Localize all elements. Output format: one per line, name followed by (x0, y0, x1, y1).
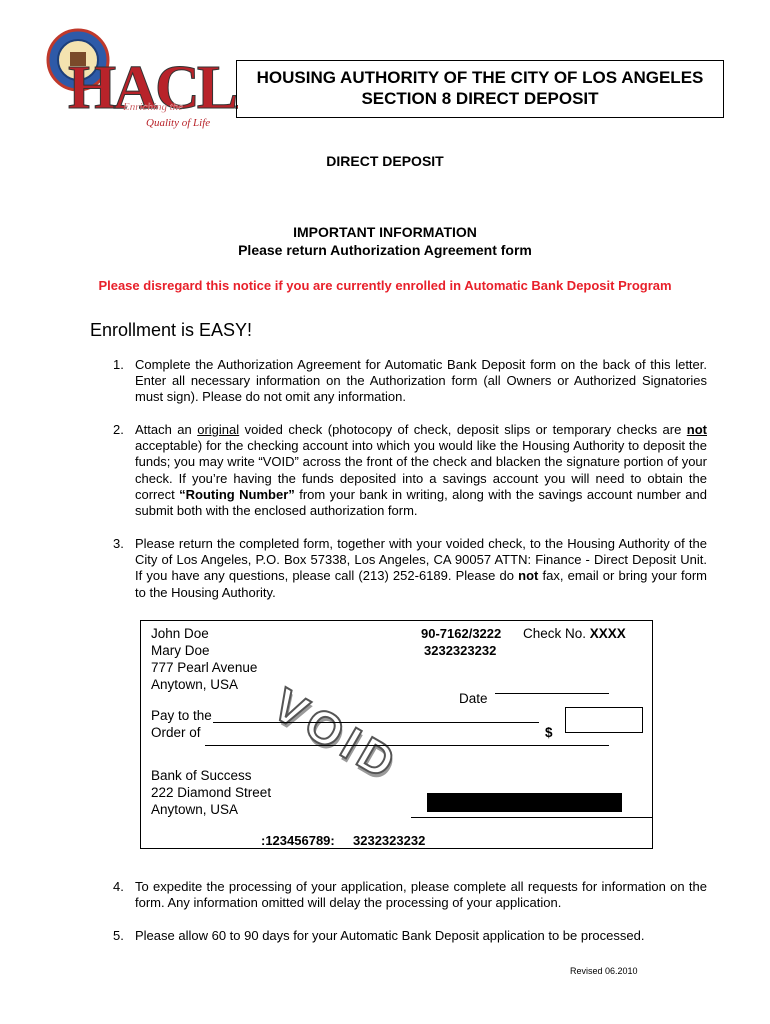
item-text: Please allow 60 to 90 days for your Automatic Bank Deposit application to be processed. (135, 928, 645, 943)
important-heading: IMPORTANT INFORMATION (293, 224, 477, 240)
title-box (236, 60, 724, 118)
amount-box (565, 707, 643, 733)
payer-name-2: Mary Doe (151, 643, 210, 658)
return-form-heading: Please return Authorization Agreement form (238, 242, 532, 258)
routing-number-emphasis: “Routing Number” (179, 486, 295, 502)
payee-line (213, 722, 539, 723)
routing-number: :123456789: (261, 833, 335, 848)
date-line (495, 693, 609, 694)
svg-text:Quality of Life: Quality of Life (146, 117, 211, 129)
list-item (113, 422, 707, 519)
revision-date: Revised 06.2010 (570, 966, 638, 976)
svg-text:HACLA: HACL (68, 54, 236, 122)
item-number: 2. (113, 422, 124, 437)
bank-name: Bank of Success (151, 768, 252, 783)
payer-street: 777 Pearl Avenue (151, 660, 258, 675)
date-label: Date (459, 691, 488, 706)
list-item (113, 879, 707, 911)
svg-text:Enriching the: Enriching the (123, 101, 184, 113)
signature-line (411, 817, 653, 818)
title-line-2: SECTION 8 DIRECT DEPOSIT (361, 89, 599, 108)
void-stamp: VOID (264, 677, 409, 792)
enrollment-notice: Please disregard this notice if you are currently enrolled in Automatic Bank Deposit Program (98, 278, 672, 293)
item-text: Attach an original voided check (photocopy of check, deposit slips or temporary checks are not acceptable) for the checking account into which you would like the Housing Authority to deposit the funds; you may write “VOID” across the front of the check and blacken the signature portion of your check. If you’re having the funds deposited into a savings account you will need to obtain the correct “Routing Number” from your bank in writing, along with the savings account number and submit both with the enclosed authorization form. (135, 422, 707, 519)
item-number: 4. (113, 879, 124, 894)
item-text: Complete the Authorization Agreement for Automatic Bank Deposit form on the back of this letter. Enter all necessary information on the Authorization form (all Owners or Authorized Signatories must sign). Please do not omit any information. (135, 357, 707, 405)
redacted-signature (427, 793, 622, 812)
bank-city: Anytown, USA (151, 802, 239, 817)
item-number: 1. (113, 357, 124, 372)
sample-check (140, 620, 653, 849)
order-of-label: Order of (151, 725, 201, 740)
dollar-sign: $ (545, 725, 553, 740)
original-emphasis: original (197, 422, 240, 437)
payer-city: Anytown, USA (151, 677, 239, 692)
item-text: Please return the completed form, together with your voided check, to the Housing Authority of the City of Los Angeles, P.O. Box 57338, Los Angeles, CA 90057 ATTN: Finance - Direct Deposit Unit. If you have any questions, please call (213) 252-6189. Please do not fax, email or bring your form to the Housing Authority. (135, 536, 707, 600)
list-item (113, 928, 707, 944)
payer-name-1: John Doe (151, 626, 209, 641)
section-title: DIRECT DEPOSIT (326, 153, 444, 169)
amount-words-line (205, 745, 609, 746)
hacla-logo (38, 22, 238, 140)
list-item (113, 357, 707, 406)
check-number: Check No. XXXX (523, 626, 626, 641)
not-emphasis: not (686, 422, 707, 437)
bank-street: 222 Diamond Street (151, 785, 272, 800)
title-line-1: HOUSING AUTHORITY OF THE CITY OF LOS ANGELES (256, 68, 704, 87)
item-number: 5. (113, 928, 124, 943)
not-emphasis: not (518, 568, 539, 584)
item-number: 3. (113, 536, 124, 551)
enrollment-heading: Enrollment is EASY! (90, 320, 253, 340)
account-number-top: 3232323232 (424, 643, 497, 658)
item-text: To expedite the processing of your application, please complete all requests for information on the form. Any information omitted will delay the processing of your application. (135, 879, 707, 911)
fraction-code: 90-7162/3222 (421, 626, 502, 641)
pay-to-label: Pay to the (151, 708, 212, 723)
account-number-bottom: 3232323232 (353, 833, 426, 848)
list-item (113, 536, 707, 601)
